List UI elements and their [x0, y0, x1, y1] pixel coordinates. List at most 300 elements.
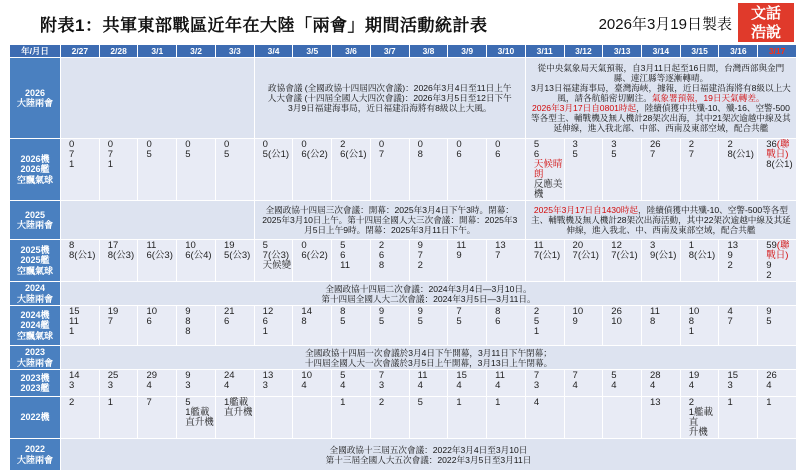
count-cell	[681, 306, 719, 345]
text-segment: 3	[611, 139, 617, 150]
text-segment: 8	[301, 316, 307, 327]
cell-line	[65, 294, 792, 304]
text-segment: 8(公3)	[107, 250, 135, 261]
cell-line	[495, 251, 525, 261]
text-segment: 2022機	[20, 412, 50, 423]
cell-line	[259, 93, 521, 103]
text-segment: 5	[533, 316, 540, 327]
count-cell	[565, 240, 603, 281]
text-segment: 5	[340, 240, 346, 251]
text-segment: 2023	[24, 347, 46, 357]
count-cell	[216, 240, 254, 281]
count-cell	[371, 139, 409, 200]
count-cell	[216, 139, 254, 200]
row-label-cell	[10, 201, 60, 239]
row-label-cell	[10, 370, 60, 396]
cell-line	[65, 284, 792, 294]
text-segment: 2	[340, 139, 346, 150]
text-segment: 2	[69, 397, 75, 408]
text-segment: 9	[766, 306, 772, 317]
text-segment: 0	[378, 139, 385, 150]
text-segment: 大陸兩會	[16, 98, 53, 108]
text-segment: 3	[185, 380, 191, 391]
cell-line	[534, 160, 564, 180]
text-segment: 2026艦	[20, 164, 50, 175]
text-segment: 空飄氣球	[16, 330, 53, 341]
text-segment: 3	[572, 139, 578, 150]
date-header-cell: 2/27	[61, 45, 99, 57]
text-segment: 9	[456, 250, 462, 261]
text-segment: 1	[262, 326, 268, 337]
cell-line	[69, 160, 99, 170]
count-cell	[719, 139, 757, 200]
text-segment: 第十四屆全國人大二次會議：2024年3月5日—3月11日。	[321, 293, 536, 304]
text-segment: 3月9日福建海事局，近日福建沿海將有8級以上大風。	[288, 103, 492, 113]
text-segment: 大陸兩會	[16, 293, 53, 304]
logo-line-1: 文話	[750, 5, 781, 22]
text-segment: 3	[727, 380, 733, 391]
date-header-cell: 3/14	[642, 45, 680, 57]
cell-line	[301, 381, 331, 391]
text-segment: 3	[533, 380, 540, 391]
text-segment: 5	[611, 370, 617, 381]
count-cell	[332, 370, 370, 396]
text-segment: 7	[688, 149, 695, 160]
date-header-cell: 3/9	[448, 45, 486, 57]
text-segment: 5(公3)	[223, 250, 251, 261]
text-segment: 8	[69, 240, 75, 251]
text-segment: 0	[185, 139, 191, 150]
text-segment: 全國政協十四屆一次會議於3月4日下午開幕，3月11日下午閉幕；	[305, 347, 552, 358]
text-segment: 6	[456, 149, 462, 160]
text-segment: 3月13日福建海事局，臺灣海峽，據報，近日福建沿海將有8級以上大風，請各航船密切關注。	[531, 83, 791, 103]
cell-line	[689, 251, 719, 261]
cell-line	[573, 317, 603, 327]
text-segment: 29	[146, 370, 158, 381]
date-header-cell: 3/11	[526, 45, 564, 57]
cell-line	[530, 63, 792, 83]
text-segment: 1艦載	[223, 397, 249, 408]
text-segment: 天候變	[262, 260, 292, 271]
text-segment: 11	[533, 240, 544, 251]
text-segment: 5	[417, 397, 423, 408]
cell-line	[185, 150, 215, 160]
text-segment: 5	[340, 370, 346, 381]
cell-line	[10, 220, 60, 231]
count-cell	[293, 370, 331, 396]
count-cell	[61, 306, 99, 345]
text-segment: 13	[495, 240, 506, 251]
cell-line	[146, 398, 176, 408]
count-cell	[603, 370, 641, 396]
cell-line	[10, 88, 60, 99]
text-segment: 0	[146, 139, 152, 150]
text-segment: 6	[495, 149, 501, 160]
cell-line	[10, 266, 60, 277]
cell-line	[379, 381, 409, 391]
text-segment: 19	[107, 306, 119, 317]
text-segment: 10	[146, 306, 158, 317]
cell-line	[766, 140, 796, 160]
cell-line	[10, 347, 60, 358]
cell-line	[379, 261, 409, 271]
text-segment: 2026機	[20, 153, 50, 164]
red-text-segment: 2026年3月17日自0801時起	[531, 103, 637, 113]
text-segment: 7	[69, 149, 75, 160]
text-segment: 8	[650, 316, 656, 327]
text-segment: 5	[146, 149, 152, 160]
logo-line-2: 浩說	[750, 24, 781, 41]
text-segment: 反應美機	[533, 179, 563, 200]
text-segment: 從中央氣象局天氣預報，自3月11日起至16日間，台灣西部與金門縣、連江縣等逐漸轉晴。	[537, 63, 785, 83]
cell-line	[530, 205, 792, 235]
text-segment: 2	[378, 397, 385, 408]
cell-line	[185, 381, 215, 391]
text-segment: 17	[107, 240, 119, 251]
cell-line	[689, 428, 719, 438]
row-label-cell	[10, 282, 60, 305]
count-cell	[61, 370, 99, 396]
meeting-info-cell	[255, 58, 525, 138]
red-text-segment: (聯戰日)	[766, 139, 790, 160]
text-segment: 2024	[24, 283, 46, 293]
text-segment: 8(公1)	[727, 149, 754, 160]
text-segment: 4	[223, 380, 230, 391]
cell-line	[263, 150, 293, 160]
cell-line	[650, 398, 680, 408]
text-segment: 8(公1)	[69, 250, 96, 261]
text-segment: 13	[650, 397, 661, 408]
cell-line	[10, 412, 60, 423]
cell-line	[418, 150, 448, 160]
cell-line	[10, 455, 60, 466]
text-segment: 4	[456, 380, 462, 391]
text-segment: 5(公1)	[262, 149, 290, 160]
text-segment: 8	[688, 316, 695, 327]
text-segment: 大陸兩會	[16, 220, 53, 230]
red-text-segment: (聯戰日)	[766, 240, 790, 261]
text-segment: 2	[688, 139, 695, 150]
text-segment: 0	[495, 139, 501, 150]
cell-line	[766, 241, 796, 261]
text-segment: 5	[572, 149, 578, 160]
text-segment: 15	[727, 370, 739, 381]
text-segment: 1	[69, 159, 75, 170]
text-segment: 9	[378, 306, 385, 317]
cell-line	[263, 327, 293, 337]
count-cell	[138, 306, 176, 345]
text-segment: 6(公2)	[301, 250, 328, 261]
cell-line	[69, 398, 99, 408]
text-segment: 1	[456, 397, 462, 408]
text-segment: 1	[688, 240, 695, 251]
text-segment: 3	[650, 240, 656, 251]
cell-line	[611, 317, 641, 327]
cell-line	[10, 358, 60, 369]
count-cell	[293, 240, 331, 281]
count-cell	[332, 139, 370, 200]
count-cell	[758, 139, 796, 200]
cell-line	[146, 150, 176, 160]
count-cell	[177, 139, 215, 200]
cell-line	[259, 103, 521, 113]
cell-line	[301, 317, 331, 327]
cell-line	[10, 320, 60, 331]
cell-line	[689, 381, 719, 391]
count-cell	[448, 139, 486, 200]
count-cell	[487, 139, 525, 200]
text-segment: 8(公1)	[688, 250, 716, 261]
text-segment: 12	[611, 240, 622, 251]
made-date-label: 2026年3月19日製表	[598, 16, 732, 33]
count-cell	[642, 139, 680, 200]
text-segment: 0	[301, 139, 307, 150]
text-segment: 十四屆全國人大一次會議於3月5日上午開幕，3月13日上午閉幕。	[304, 357, 553, 368]
text-segment: 6	[223, 316, 230, 327]
text-segment: ，陸續偵獲中共殲-10、殲-16、空警-500等各型主、輔戰機及無人機計28架次出海，其中21架次逾越中線及其延伸線，進入我北部、中部、西南及東部空域，配合共艦	[531, 103, 791, 133]
text-segment: 政協會議 (全國政協十四屆四次會議)：2026年3月4日至11日上午	[268, 83, 512, 93]
text-segment: 8	[417, 149, 423, 160]
text-segment: 10	[572, 306, 584, 317]
text-segment: 6(公2)	[301, 149, 328, 160]
count-cell	[448, 240, 486, 281]
text-segment: 9	[417, 240, 423, 251]
text-segment: 7	[533, 370, 540, 381]
text-segment: 9	[572, 316, 578, 327]
text-segment: 1	[69, 326, 75, 337]
text-segment: 3	[378, 380, 385, 391]
cell-line	[534, 327, 564, 337]
text-segment: 7	[456, 306, 462, 317]
text-segment: 4	[611, 380, 617, 391]
count-cell	[410, 370, 448, 396]
cell-line	[263, 381, 293, 391]
text-segment: 5	[185, 397, 191, 408]
text-segment: 1艦載直	[688, 407, 714, 428]
cell-line	[530, 83, 792, 103]
text-segment: 0	[262, 139, 268, 150]
text-segment: 2023機	[20, 372, 50, 383]
cell-line	[456, 398, 486, 408]
count-cell	[100, 139, 138, 200]
cell-line	[418, 381, 448, 391]
cell-line	[379, 150, 409, 160]
text-segment: 9	[766, 260, 772, 271]
cell-line	[259, 205, 521, 235]
cell-line	[456, 150, 486, 160]
cell-line	[534, 251, 564, 261]
text-segment: 7	[572, 370, 578, 381]
text-segment: 5	[223, 149, 230, 160]
cell-line	[650, 317, 680, 327]
text-segment: 2	[727, 139, 733, 150]
text-segment: 7	[107, 316, 114, 327]
cell-line	[766, 398, 796, 408]
date-header-cell: 3/12	[565, 45, 603, 57]
text-segment: 6	[340, 250, 346, 261]
date-header-cell: 2/28	[100, 45, 138, 57]
row-label-cell	[10, 58, 60, 138]
text-segment: 7	[727, 316, 733, 327]
count-cell	[410, 139, 448, 200]
cell-line	[65, 358, 792, 368]
cell-line	[108, 381, 138, 391]
text-segment: 0	[69, 139, 75, 150]
cell-line	[224, 408, 254, 418]
red-text-segment: 天候晴朗	[533, 159, 563, 180]
cell-line	[456, 381, 486, 391]
cell-line	[611, 251, 641, 261]
text-segment: 4	[727, 306, 733, 317]
cell-line	[727, 398, 757, 408]
cell-line	[259, 83, 521, 93]
text-segment: 28	[650, 370, 661, 381]
count-cell	[138, 240, 176, 281]
text-segment: 4	[766, 380, 772, 391]
text-segment: 人大會議 (十四屆全國人大四次會議)：2026年3月5日至12日下午	[267, 93, 512, 103]
count-cell	[758, 306, 796, 345]
cell-line	[534, 398, 564, 408]
cell-line	[10, 255, 60, 266]
cell-line	[10, 331, 60, 342]
text-segment: 0	[301, 240, 307, 251]
count-cell	[371, 370, 409, 396]
cell-line	[650, 150, 680, 160]
text-segment: 全國政協十三屆五次會議：2022年3月4日至3月10日	[329, 444, 528, 455]
text-segment: 2	[378, 240, 385, 251]
text-segment: 11	[146, 240, 157, 251]
text-segment: 9	[185, 370, 191, 381]
text-segment: 9	[727, 250, 733, 261]
text-segment: 11	[650, 306, 660, 317]
count-cell	[487, 306, 525, 345]
cell-line	[146, 317, 176, 327]
cell-line	[689, 150, 719, 160]
cell-line	[65, 445, 792, 455]
date-header-cell: 3/6	[332, 45, 370, 57]
text-segment: 7(公3)	[262, 250, 290, 261]
text-segment: 11	[69, 316, 79, 327]
logo-badge	[738, 3, 794, 42]
text-segment: 5	[185, 149, 191, 160]
text-segment: 20	[572, 240, 584, 251]
count-cell	[100, 240, 138, 281]
date-header-cell: 3/8	[410, 45, 448, 57]
text-segment: 26	[611, 306, 622, 317]
text-segment: 7(公1)	[611, 250, 638, 261]
text-segment: 直升機	[223, 407, 253, 418]
cell-line	[689, 327, 719, 337]
cell-line	[224, 317, 254, 327]
count-cell	[255, 240, 293, 281]
cell-line	[379, 317, 409, 327]
text-segment: 9(公1)	[650, 250, 677, 261]
text-segment: 11	[495, 370, 505, 381]
text-segment: 7	[378, 370, 385, 381]
text-segment: 7	[107, 149, 114, 160]
cell-line	[340, 398, 370, 408]
count-cell	[681, 240, 719, 281]
cell-line	[456, 317, 486, 327]
text-segment: 24	[223, 370, 235, 381]
text-segment: 4	[495, 380, 501, 391]
count-cell	[719, 370, 757, 396]
text-segment: 7	[417, 250, 423, 261]
count-cell	[565, 370, 603, 396]
row-label-cell	[10, 439, 60, 470]
text-segment: 升機	[688, 427, 708, 438]
meeting-info-cell	[526, 58, 796, 138]
count-cell	[758, 240, 796, 281]
text-segment: 19	[688, 370, 700, 381]
meeting-info-cell	[61, 201, 254, 239]
text-segment: 7	[650, 149, 656, 160]
date-header-cell: 3/1	[138, 45, 176, 57]
count-cell	[61, 139, 99, 200]
meeting-info-cell	[61, 346, 796, 369]
meeting-info-cell	[61, 439, 796, 470]
text-segment: 1	[107, 159, 114, 170]
text-segment: 2	[766, 270, 772, 281]
text-segment: 8	[378, 260, 385, 271]
cell-line	[611, 150, 641, 160]
cell-line	[689, 408, 719, 428]
text-segment: 6	[378, 250, 385, 261]
count-cell	[293, 139, 331, 200]
cell-line	[418, 398, 448, 408]
count-cell	[332, 306, 370, 345]
cell-line	[65, 455, 792, 465]
text-segment: 5	[417, 316, 423, 327]
cell-line	[146, 381, 176, 391]
count-cell	[255, 306, 293, 345]
meeting-info-cell	[61, 282, 796, 305]
cell-line	[69, 381, 99, 391]
cell-line	[146, 251, 176, 261]
text-segment: 8	[340, 306, 346, 317]
text-segment: 11	[456, 240, 467, 251]
text-segment: 36	[766, 139, 777, 150]
corner-header: 年/月日	[10, 45, 60, 57]
cell-line	[69, 251, 99, 261]
text-segment: 2	[533, 306, 540, 317]
count-cell	[487, 240, 525, 281]
text-segment: 10	[688, 306, 700, 317]
text-segment: 2	[688, 397, 695, 408]
text-segment: 2	[417, 260, 423, 271]
text-segment: 1	[107, 397, 114, 408]
date-header-cell: 3/4	[255, 45, 293, 57]
cell-line	[263, 261, 293, 271]
text-segment: 2024艦	[20, 320, 50, 331]
cell-line	[650, 251, 680, 261]
count-cell	[100, 370, 138, 396]
date-header-cell: 3/3	[216, 45, 254, 57]
text-segment: 2	[727, 260, 733, 271]
count-cell	[371, 306, 409, 345]
text-segment: 6(公4)	[185, 250, 212, 261]
count-cell	[255, 370, 293, 396]
cell-line	[573, 251, 603, 261]
text-segment: 2025機	[20, 244, 50, 255]
count-cell	[216, 306, 254, 345]
activity-table	[9, 44, 797, 471]
text-segment: ，陸續偵獲中共殲-10、空警-500等各型主、輔戰機及無人機計28架次出海活動，其中22架次逾越中線及其延伸線，進入我北、中、西南及東部空域，配合共艦	[531, 205, 791, 235]
cell-line	[611, 381, 641, 391]
cell-line	[340, 381, 370, 391]
table-body	[10, 58, 796, 470]
text-segment: 5	[611, 149, 617, 160]
